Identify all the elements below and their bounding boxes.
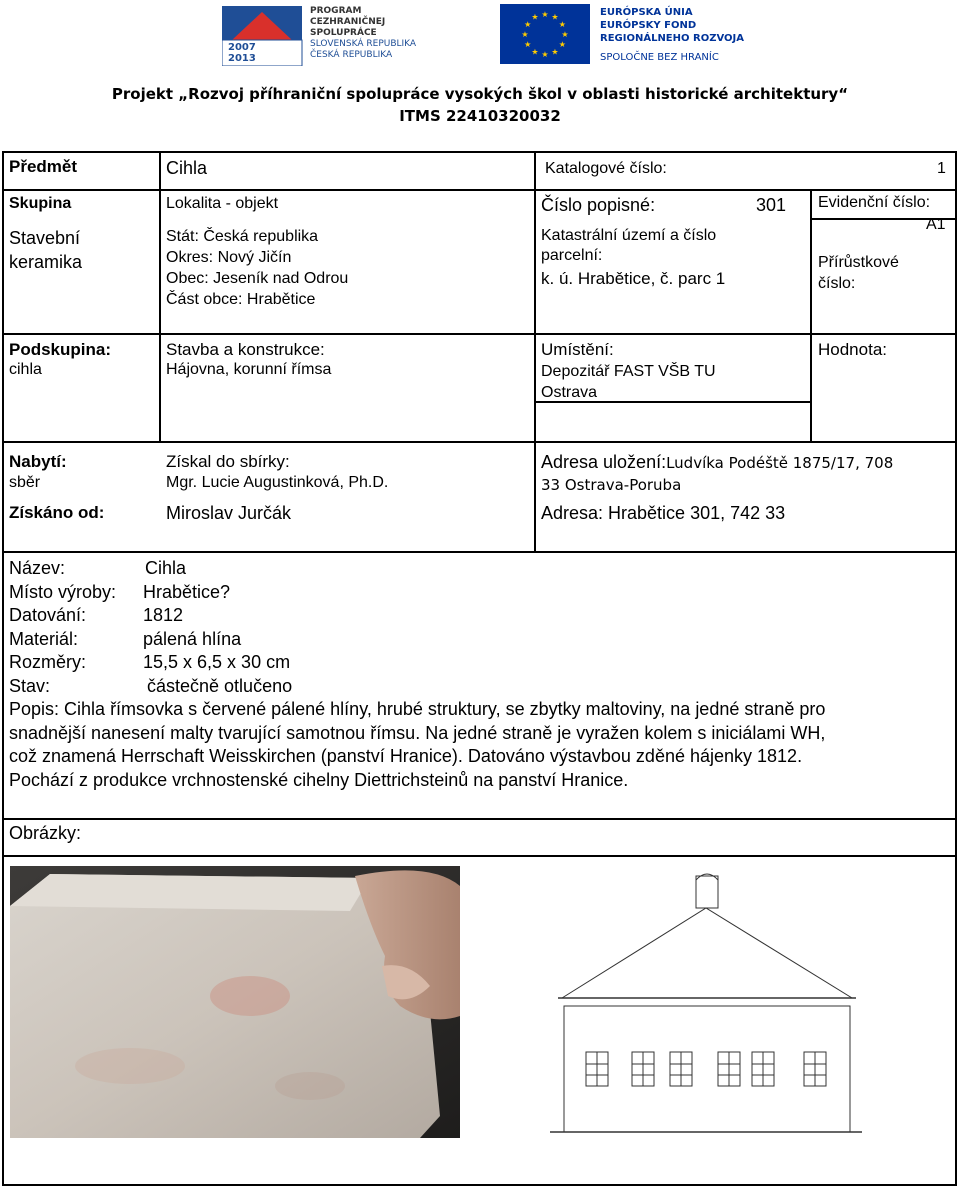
katastr-label: Katastrální území a číslo parcelní:	[541, 227, 717, 264]
hodnota-label: Hodnota:	[818, 340, 887, 359]
podskupina-value: cihla	[9, 361, 42, 378]
nabyti-value: sběr	[9, 474, 41, 491]
eu-star-icon: ★	[551, 47, 559, 57]
rozmery-label: Rozměry:	[9, 652, 87, 672]
katalog-value: 1	[937, 160, 946, 177]
popis-label: Popis:	[9, 699, 60, 719]
stav-label: Stav:	[9, 675, 51, 696]
details-block	[9, 557, 825, 792]
eu-star-icon: ★	[541, 10, 549, 19]
popis-line-4: Pochází z produkce vrchnostenské cihelny Diettrichsteinů na panství Hranice.	[9, 769, 629, 790]
popis-line-2: snadnější nanesení malty tvarující samotnou římsu. Na jedné straně je vyražen kolem s iniciálami WH,	[9, 722, 826, 743]
predmet-label: Předmět	[9, 157, 78, 176]
popis-line-3: což znamená Herrschaft Weisskirchen (panství Hranice). Datováno výstavbou zděné hájenky 1812.	[9, 746, 803, 766]
eu-line-3: REGIONÁLNEHO ROZVOJA	[600, 33, 744, 44]
material-label: Materiál:	[9, 628, 79, 649]
eu-star-icon: ★	[524, 40, 532, 49]
evidencni-label: Evidenční číslo:	[818, 194, 931, 211]
house-drawing-graphic	[540, 866, 870, 1138]
eu-logo	[500, 4, 770, 66]
material-row	[9, 628, 825, 652]
eu-star-icon: ★	[531, 12, 539, 22]
program-line-1: PROGRAM	[310, 6, 362, 16]
eu-star-icon: ★	[558, 20, 566, 29]
datovani-row	[9, 604, 825, 628]
predmet-value: Cihla	[166, 158, 208, 178]
evidencni-value: A1	[926, 216, 946, 233]
eu-tagline: SPOLOČNE BEZ HRANÍC	[600, 52, 719, 63]
lokalita-label: Lokalita - objekt	[166, 195, 279, 212]
katalog-label: Katalogové číslo:	[545, 160, 667, 177]
podskupina-label: Podskupina:	[9, 340, 112, 359]
ziskano-value: Miroslav Jurčák	[166, 503, 292, 523]
eu-star-icon: ★	[558, 40, 566, 49]
adresa-ulozeni-value-1: Ludvíka Podéště 1875/17, 708	[666, 454, 894, 472]
popis-row	[9, 698, 825, 722]
itms-number: ITMS 22410320032	[399, 107, 561, 125]
umisteni-value: Depozitář FAST VŠB TU Ostrava	[541, 363, 716, 401]
lokalita-stat: Stát: Česká republika	[166, 228, 319, 245]
eu-star-icon: ★	[531, 47, 539, 57]
lokalita-okres: Okres: Nový Jičín	[166, 249, 292, 266]
program-logo	[222, 6, 462, 66]
nazev-label: Název:	[9, 558, 66, 578]
umisteni-label: Umístění:	[541, 340, 614, 359]
ziskano-label: Získáno od:	[9, 503, 105, 522]
ziskal-value: Mgr. Lucie Augustinková, Ph.D.	[166, 474, 389, 491]
adresa-value: Adresa: Hrabětice 301, 742 33	[541, 503, 786, 523]
misto-value: Hrabětice?	[143, 581, 231, 602]
program-line-5: ČESKÁ REPUBLIKA	[310, 50, 393, 60]
eu-star-icon: ★	[541, 50, 549, 59]
popis-line-1: Cihla římsovka s červené pálené hlíny, hrubé struktury, se zbytky maltoviny, na jedné straně pro	[64, 699, 826, 719]
brick-photo	[10, 866, 460, 1138]
stavba-label: Stavba a konstrukce:	[166, 340, 325, 359]
lokalita-cast-obce: Část obce: Hrabětice	[166, 291, 316, 308]
stavba-value: Hájovna, korunní římsa	[166, 361, 332, 378]
brick-photo-graphic	[10, 866, 460, 1138]
nabyti-label: Nabytí:	[9, 452, 67, 471]
eu-star-icon: ★	[524, 20, 532, 29]
program-line-4: SLOVENSKÁ REPUBLIKA	[310, 39, 417, 49]
lokalita-obec: Obec: Jeseník nad Odrou	[166, 270, 349, 287]
house-drawing	[540, 866, 870, 1138]
popisne-value: 301	[756, 195, 787, 215]
ziskal-label: Získal do sbírky:	[166, 452, 290, 471]
material-value: pálená hlína	[143, 628, 242, 649]
adresa-ulozeni-value-2: 33 Ostrava-Poruba	[541, 476, 682, 494]
misto-label: Místo výroby:	[9, 581, 117, 602]
eu-line-2: EURÓPSKY FOND	[600, 20, 697, 31]
nazev-row	[9, 557, 825, 581]
prirustkove-label: Přírůstkové číslo:	[818, 254, 899, 292]
eu-star-icon: ★	[551, 12, 559, 22]
eu-star-icon: ★	[521, 30, 529, 39]
eu-flag-icon	[500, 4, 590, 64]
eu-star-icon: ★	[561, 30, 569, 39]
popisne-label: Číslo popisné:	[541, 195, 656, 215]
project-title: Projekt „Rozvoj příhraniční spolupráce vysokých škol v oblasti historické architektury“	[111, 85, 849, 103]
rozmery-value: 15,5 x 6,5 x 30 cm	[143, 652, 291, 672]
program-years-bottom: 2013	[228, 53, 256, 64]
adresa-ulozeni-label: Adresa uložení:	[541, 452, 667, 472]
rozmery-row	[9, 651, 825, 675]
program-line-2: CEZHRANIČNEJ	[310, 17, 386, 27]
skupina-label: Skupina	[9, 195, 72, 212]
eu-line-1: EURÓPSKA ÚNIA	[600, 7, 693, 18]
lokalita-lines	[166, 226, 348, 310]
stav-value: částečně otlučeno	[147, 675, 293, 696]
datovani-label: Datování:	[9, 605, 87, 625]
images-label: Obrázky:	[9, 823, 82, 843]
nazev-value: Cihla	[145, 558, 187, 578]
skupina-value: Stavební keramika	[9, 228, 83, 272]
program-line-3: SPOLUPRÁCE	[310, 28, 377, 38]
datovani-value: 1812	[143, 605, 184, 625]
adresa-ulozeni	[541, 452, 951, 494]
misto-row	[9, 581, 825, 605]
katastr-value: k. ú. Hrabětice, č. parc 1	[541, 269, 726, 288]
program-years-top: 2007	[228, 42, 256, 53]
stav-row	[9, 675, 825, 699]
